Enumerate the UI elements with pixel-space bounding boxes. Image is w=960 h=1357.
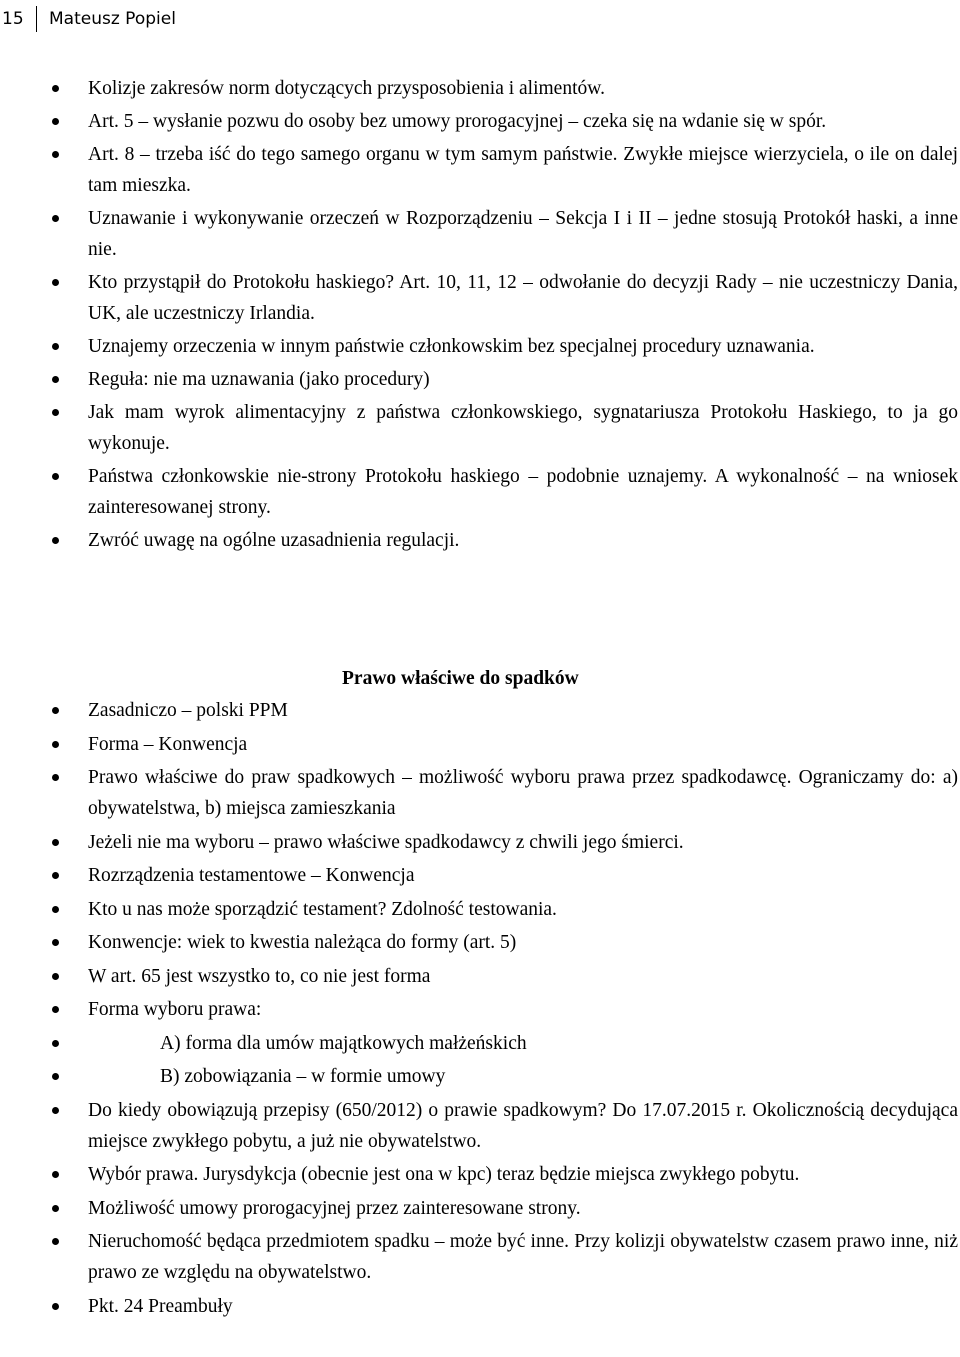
list-item: Konwencje: wiek to kwestia należąca do formy (art. 5) [0,927,960,958]
list-item: Art. 8 – trzeba iść do tego samego organu w tym samym państwie. Zwykłe miejsce wierzyciela, o ile on dalej tam mieszka. [0,139,960,201]
list-item: Uznajemy orzeczenia w innym państwie członkowskim bez specjalnej procedury uznawania. [0,331,960,362]
list-item: Kolizje zakresów norm dotyczących przysposobienia i alimentów. [0,73,960,104]
list-item: B) zobowiązania – w formie umowy [0,1061,960,1092]
list-item: Kto przystąpił do Protokołu haskiego? Art. 10, 11, 12 – odwołanie do decyzji Rady – nie uczestniczy Dania, UK, ale uczestniczy Irlandia. [0,267,960,329]
list-item: Nieruchomość będąca przedmiotem spadku – może być inne. Przy kolizji obywatelstw czasem prawo inne, niż prawo ze względu na obywatelstwo. [0,1226,960,1288]
list-item: Pkt. 24 Preambuły [0,1291,960,1322]
list-item: Zasadniczo – polski PPM [0,695,960,726]
list-item: Państwa członkowskie nie-strony Protokołu haskiego – podobnie uznajemy. A wykonalność – na wniosek zainteresowanej strony. [0,461,960,523]
list-item: A) forma dla umów majątkowych małżeńskich [0,1028,960,1059]
list-item: Uznawanie i wykonywanie orzeczeń w Rozporządzeniu – Sekcja I i II – jedne stosują Protokół haski, a inne nie. [0,203,960,265]
author-name: Mateusz Popiel [49,9,176,29]
list-item: Jeżeli nie ma wyboru – prawo właściwe spadkodawcy z chwili jego śmierci. [0,827,960,858]
list-item: Reguła: nie ma uznawania (jako procedury) [0,364,960,395]
list-item: Zwróć uwagę na ogólne uzasadnienia regulacji. [0,525,960,556]
header-divider [36,6,37,32]
section-heading: Prawo właściwe do spadków [342,668,579,689]
list-item: W art. 65 jest wszystko to, co nie jest forma [0,961,960,992]
bullet-list-succession [0,695,960,1324]
list-item: Do kiedy obowiązują przepisy (650/2012) o prawie spadkowym? Do 17.07.2015 r. Okolicznością decydująca miejsce zwykłego pobytu, a już nie obywatelstwo. [0,1095,960,1157]
page-number: 15 [2,9,24,29]
list-item: Kto u nas może sporządzić testament? Zdolność testowania. [0,894,960,925]
list-item: Forma wyboru prawa: [0,994,960,1025]
list-item: Prawo właściwe do praw spadkowych – możliwość wyboru prawa przez spadkodawcę. Ograniczamy do: a) obywatelstwa, b) miejsca zamieszkania [0,762,960,824]
bullet-list-alimony [0,73,960,558]
list-item: Art. 5 – wysłanie pozwu do osoby bez umowy prorogacyjnej – czeka się na wdanie się w spór. [0,106,960,137]
list-item: Jak mam wyrok alimentacyjny z państwa członkowskiego, sygnatariusza Protokołu Haskiego, to ja go wykonuje. [0,397,960,459]
list-item: Rozrządzenia testamentowe – Konwencja [0,860,960,891]
page-header [0,6,176,32]
list-item: Forma – Konwencja [0,729,960,760]
list-item: Możliwość umowy prorogacyjnej przez zainteresowane strony. [0,1193,960,1224]
list-item: Wybór prawa. Jurysdykcja (obecnie jest ona w kpc) teraz będzie miejsca zwykłego pobytu. [0,1159,960,1190]
